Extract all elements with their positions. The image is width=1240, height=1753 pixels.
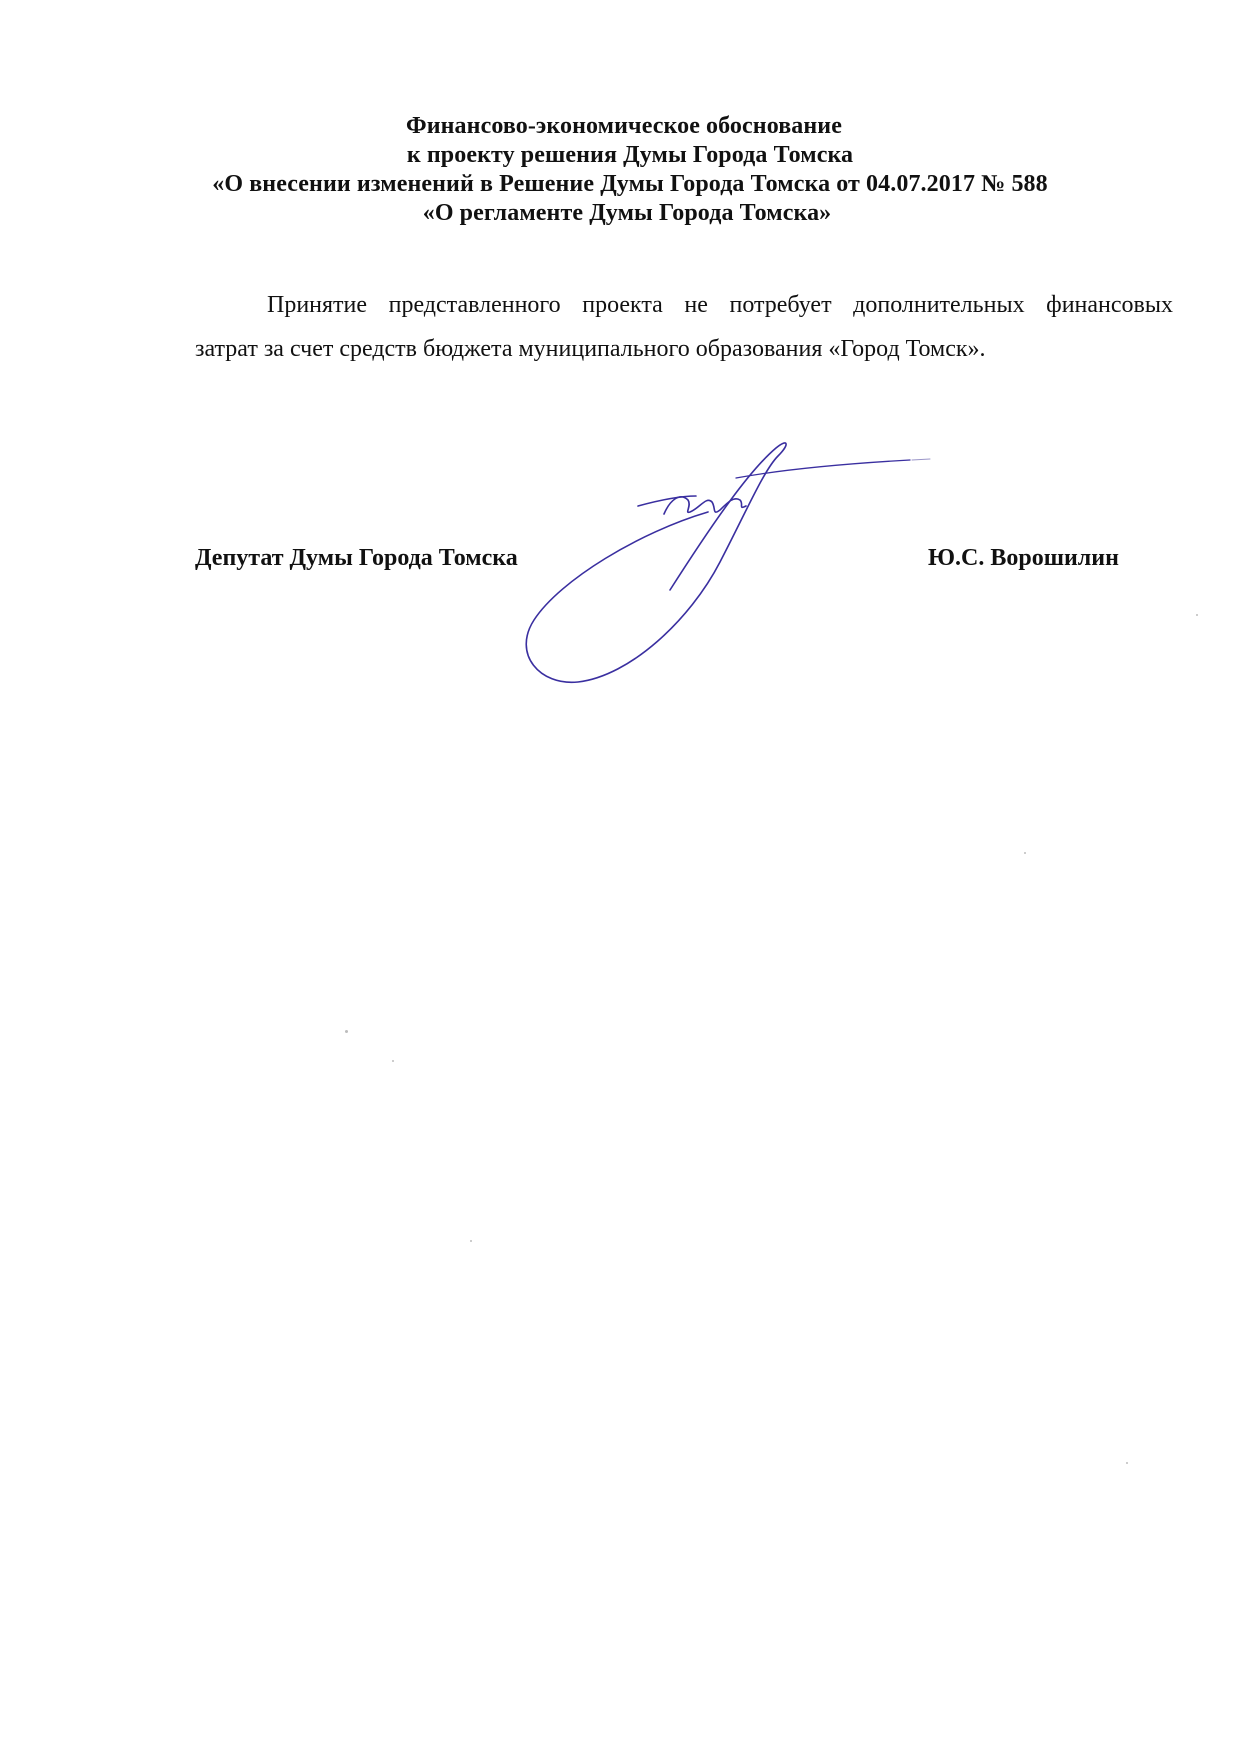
title-line: «О внесении изменений в Решение Думы Города Томска от 04.07.2017 № 588 — [212, 171, 1048, 197]
scan-speck — [470, 1240, 472, 1242]
scan-speck — [1196, 614, 1198, 616]
scan-speck — [1024, 852, 1026, 854]
signatory-position: Депутат Думы Города Томска — [195, 545, 518, 571]
scan-speck — [1126, 1462, 1128, 1464]
body-line: затрат за счет средств бюджета муниципального образования «Город Томск». — [195, 336, 986, 362]
scan-speck — [345, 1030, 348, 1033]
signatory-name: Ю.С. Ворошилин — [928, 545, 1119, 571]
body-line: Принятие представленного проекта не потребует дополнительных финансовых — [267, 292, 1173, 318]
body-paragraph — [195, 283, 1173, 371]
scan-speck — [392, 1060, 394, 1062]
title-line: Финансово-экономическое обоснование — [405, 113, 842, 139]
document-title — [0, 112, 1240, 228]
handwritten-signature — [520, 440, 960, 720]
title-line: «О регламенте Думы Города Томска» — [422, 200, 832, 226]
title-line: к проекту решения Думы Города Томска — [406, 142, 854, 168]
